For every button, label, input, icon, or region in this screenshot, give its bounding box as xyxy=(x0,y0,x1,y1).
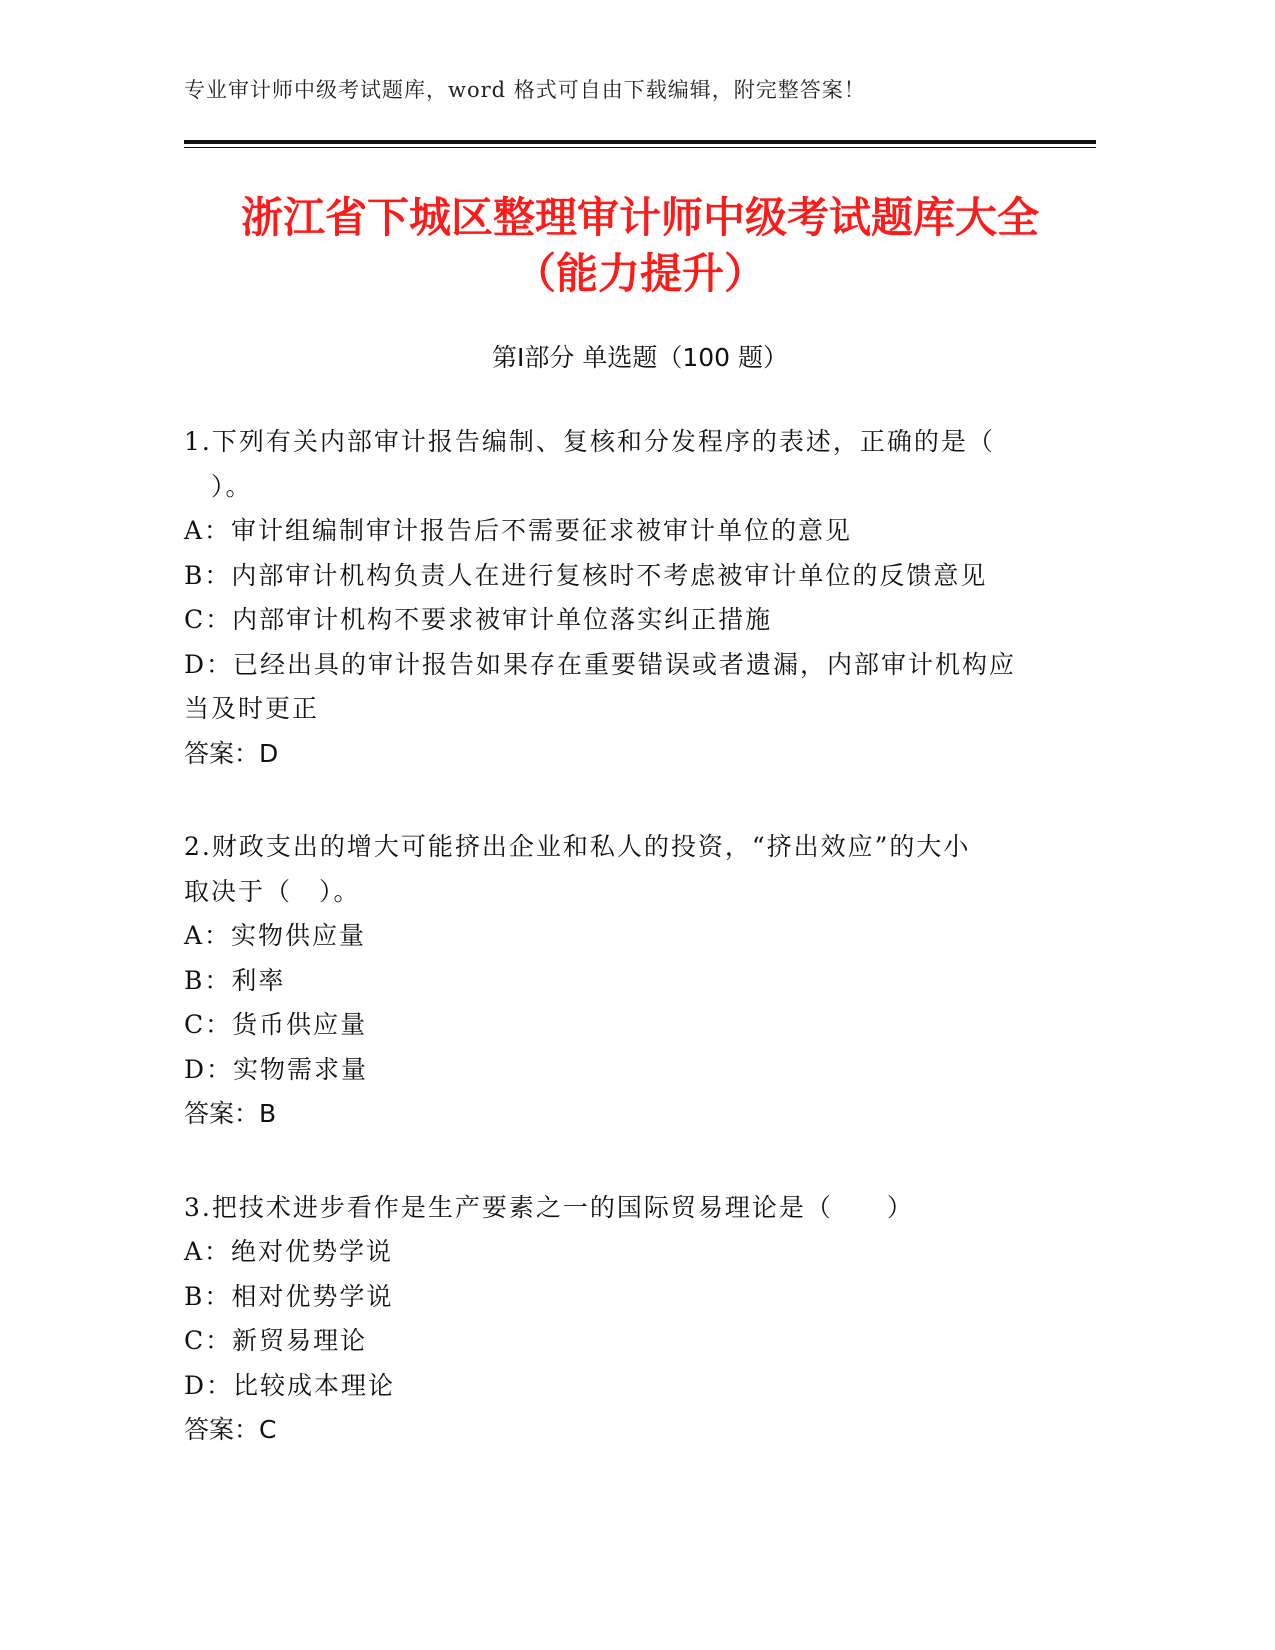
option-b: B：利率 xyxy=(184,965,286,995)
option-c: C：货币供应量 xyxy=(184,1010,368,1039)
option-d: D：已经出具的审计报告如果存在重要错误或者遗漏，内部审计机构应 xyxy=(184,649,1017,679)
answer: 答案：B xyxy=(184,1099,277,1128)
option-c: C：内部审计机构不要求被审计单位落实纠正措施 xyxy=(184,605,773,634)
question-stem-line: 3.把技术进步看作是生产要素之一的国际贸易理论是（ ） xyxy=(184,1192,914,1222)
answer: 答案：C xyxy=(184,1415,277,1444)
question-stem-line: 1.下列有关内部审计报告编制、复核和分发程序的表述，正确的是（ xyxy=(184,427,995,456)
option-d: D：实物需求量 xyxy=(184,1054,369,1084)
option-d-continued: 当及时更正 xyxy=(184,694,320,723)
question-2 xyxy=(184,825,1064,1137)
option-a: A：实物供应量 xyxy=(184,921,367,950)
title-line-2: （能力提升） xyxy=(513,249,766,298)
question-stem-line: ）。 xyxy=(184,471,253,501)
option-b: B：相对优势学说 xyxy=(184,1281,394,1311)
question-1 xyxy=(184,420,1064,776)
question-3 xyxy=(184,1186,1064,1453)
option-c: C：新贸易理论 xyxy=(184,1326,368,1355)
document-title xyxy=(184,190,1096,302)
header-note: 专业审计师中级考试题库，word 格式可自由下载编辑，附完整答案！ xyxy=(184,78,866,102)
title-line-1: 浙江省下城区整理审计师中级考试题库大全 xyxy=(240,193,1039,242)
question-list xyxy=(184,420,1064,1502)
option-b: B：内部审计机构负责人在进行复核时不考虑被审计单位的反馈意见 xyxy=(184,560,988,590)
section-heading: 第Ⅰ部分 单选题（100 题） xyxy=(492,343,788,372)
question-stem-line: 2.财政支出的增大可能挤出企业和私人的投资，“挤出效应”的大小 xyxy=(184,832,971,861)
header-rule-thin xyxy=(184,147,1096,148)
answer: 答案：D xyxy=(184,738,279,768)
option-a: A：审计组编制审计报告后不需要征求被审计单位的意见 xyxy=(184,516,853,545)
question-stem-line: 取决于（ ）。 xyxy=(184,876,361,906)
option-a: A：绝对优势学说 xyxy=(184,1237,394,1266)
header-rule-thick xyxy=(184,140,1096,144)
option-d: D：比较成本理论 xyxy=(184,1370,396,1400)
